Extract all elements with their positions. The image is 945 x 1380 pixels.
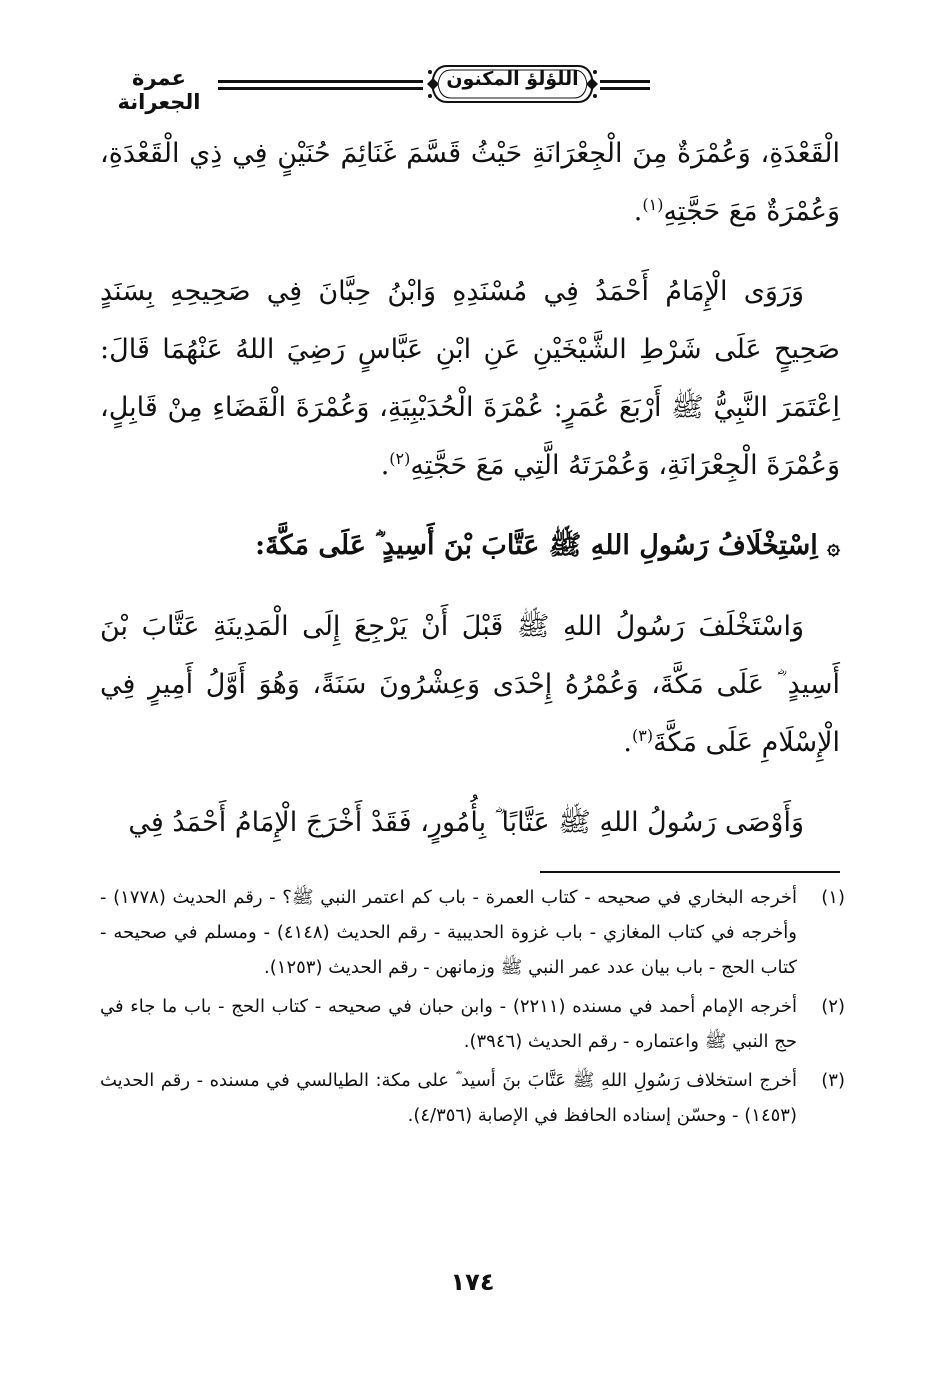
footnote-number: (١) bbox=[821, 887, 845, 908]
book-title-frame bbox=[425, 60, 600, 108]
footnote-number: (٢) bbox=[821, 996, 845, 1017]
footnote-number: (٣) bbox=[821, 1070, 845, 1091]
paragraph-text: الْقَعْدَةِ، وَعُمْرَةٌ مِنَ الْجِعْرَانَةِ حَيْثُ قَسَّمَ غَنَائِمَ حُنَيْنٍ فِي ذِي الْقَعْدَةِ، وَعُمْرَةٌ مَعَ حَجَّتِهِ bbox=[100, 138, 840, 227]
main-text bbox=[100, 125, 840, 874]
footnote-text: أخرج استخلاف رَسُولِ اللهِ ﷺ عَتَّابَ بنَ أسيد ؓ على مكة: الطيالسي في مسنده - رقم الحديث (١٤٥٣) - وحسّن إسناده الحافظ في الإصابة (٤/٣٥٦). bbox=[100, 1070, 797, 1126]
paragraph-text: وَأَوْصَى رَسُولُ اللهِ ﷺ عَتَّابًا ؓ بِأُمُورٍ، فَقَدْ أَخْرَجَ الْإِمَامُ أَحْمَدُ فِي bbox=[128, 807, 804, 838]
paragraph-end: . bbox=[633, 196, 643, 227]
paragraph-text: وَاسْتَخْلَفَ رَسُولُ اللهِ ﷺ قَبْلَ أَنْ يَرْجِعَ إِلَى الْمَدِينَةِ عَتَّابَ بْنَ أَسِيدٍ ؓ عَلَى مَكَّةَ، وَعُمْرُهُ إِحْدَى وَعِشْرُونَ سَنَةً، وَهُوَ أَوَّلُ أَمِيرٍ فِي الْإِسْلَامِ عَلَى مَكَّةَ bbox=[100, 611, 840, 758]
page-header bbox=[100, 60, 850, 114]
header-rule bbox=[600, 80, 650, 83]
paragraph bbox=[100, 125, 840, 241]
section-heading bbox=[100, 517, 840, 576]
paragraph bbox=[100, 598, 840, 772]
paragraph-end: . bbox=[623, 727, 632, 758]
footnote bbox=[100, 1063, 845, 1133]
footnote bbox=[100, 989, 845, 1059]
chapter-title: عمرة الجعرانة bbox=[117, 66, 201, 114]
paragraph bbox=[100, 263, 840, 495]
footnote-ref: (٣) bbox=[631, 726, 654, 745]
footnote-ref: (٢) bbox=[389, 449, 411, 468]
footnotes bbox=[100, 880, 845, 1137]
page-number: ١٧٤ bbox=[450, 1268, 495, 1296]
section-heading-text: اِسْتِخْلَافُ رَسُولِ اللهِ ﷺ عَتَّابَ بْنَ أَسِيدٍ ؓ عَلَى مَكَّةَ: bbox=[255, 530, 818, 561]
footnote-text: أخرجه الإمام أحمد في مسنده (٢٢١١) - وابن حبان في صحيحه - كتاب الحج - باب ما جاء في حج النبي ﷺ واعتماره - رقم الحديث (٣٩٤٦). bbox=[100, 996, 797, 1052]
paragraph bbox=[100, 794, 840, 852]
footnote-separator bbox=[540, 871, 840, 873]
heading-ornament-icon: ۞ bbox=[827, 534, 840, 560]
header-rule bbox=[600, 87, 650, 90]
header-rule bbox=[218, 87, 423, 90]
footnote bbox=[100, 880, 845, 985]
paragraph-end: . bbox=[380, 450, 390, 481]
paragraph-text: وَرَوَى الْإِمَامُ أَحْمَدُ فِي مُسْنَدِهِ وَابْنُ حِبَّانَ فِي صَحِيحِهِ بِسَنَدٍ صَحِيحٍ عَلَى شَرْطِ الشَّيْخَيْنِ عَنِ ابْنِ عَبَّاسٍ رَضِيَ اللهُ عَنْهُمَا قَالَ: اِعْتَمَرَ النَّبِيُّ ﷺ أَرْبَعَ عُمَرٍ: عُمْرَةَ الْحُدَيْبِيَةِ، وَعُمْرَةَ الْقَضَاءِ مِنْ قَابِلٍ، وَعُمْرَةَ الْجِعْرَانَةِ، وَعُمْرَتَهُ الَّتِي مَعَ حَجَّتِهِ bbox=[100, 276, 840, 481]
footnote-ref: (١) bbox=[642, 195, 664, 214]
book-title: اللؤلؤ المكنون bbox=[446, 68, 579, 90]
footnote-text: أخرجه البخاري في صحيحه - كتاب العمرة - باب كم اعتمر النبي ﷺ؟ - رقم الحديث (١٧٧٨) - وأخرجه في كتاب المغازي - باب غزوة الحديبية - رقم الحديث (٤١٤٨) - ومسلم في صحيحه - كتاب الحج - باب بيان عدد عمر النبي ﷺ وزمانهن - رقم الحديث (١٢٥٣). bbox=[100, 887, 797, 978]
header-rule bbox=[218, 80, 423, 83]
